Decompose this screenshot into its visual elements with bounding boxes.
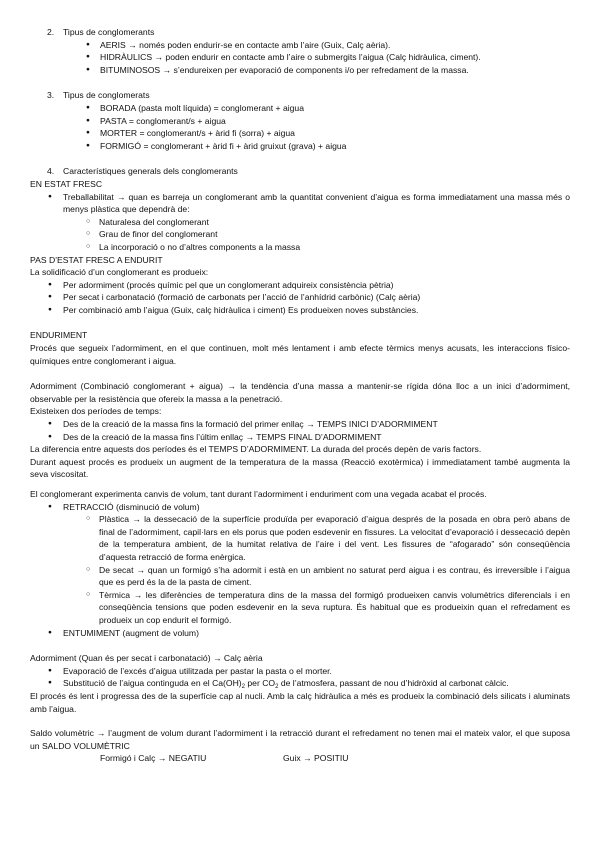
list-item: ● Per combinació amb l’aigua (Guix, calç hidràulica i ciment) Es produeixen noves substàncies. [30, 304, 570, 317]
list-item: ○ Naturalesa del conglomerant [30, 216, 570, 229]
swelling-item: ● ENTUMIMENT (augment de volum) [30, 627, 570, 640]
setting-periods-intro: Existeixen dos períodes de temps: [30, 406, 162, 417]
section-3-number: 3. [47, 90, 55, 101]
positive-result: Guix → POSITIU [283, 753, 349, 764]
list-item: ○ De secat → quan un formigó s’ha adormit i està en un ambient no saturat perd aigua i es contrau, és irreversible i l’aigua que es perd és la de la pasta de ciment. [30, 564, 570, 589]
section-2-heading [30, 26, 570, 39]
fresh-state-heading: EN ESTAT FRESC [30, 178, 103, 189]
hardening-text: Procés que segueix l’adormiment, en el que continuen, molt més lentament i amb efecte tèrmics menys acusats, les interaccions físico-químiques entre conglomerant i aigua. [30, 343, 570, 366]
workability-list [30, 191, 570, 216]
list-item: ● Des de la creació de la massa fins l’últim enllaç → TEMPS FINAL D’ADORMIMENT [30, 431, 570, 444]
volumetric-balance-results [30, 752, 570, 765]
volumetric-balance-text: Saldo volumètric → l’augment de volum durant l’adormiment i la retracció durant el refredament no tenen mai el mateix valor, el que suposa un SALDO VOLUMÈTRIC [30, 728, 570, 751]
retraction-item [30, 501, 570, 514]
drying-setting-heading: Adormiment (Quan és per secat i carbonatació) → Calç aèria [30, 653, 263, 664]
list-item: ○ Plàstica → la dessecació de la superfície produïda per evaporació d’aigua després de la posada en obra però abans de final de l’adormiment, capil·lars en els porus que poden esdevenir en fissures. La velocitat d’evaporació i dessecació depèn de la temperatura ambient, de la humitat relativa de l’aire i del vent. Les fissures de “afogarado” són conseqüència d’aquesta retracció de forma enèrgica. [30, 513, 570, 563]
setting-temperature: Durant aquest procés es produeix un augment de la temperatura de la massa (Reacció exotèrmica) i immediatament també augmenta la seva viscositat. [30, 456, 570, 480]
volume-list [30, 501, 570, 514]
workability-factors-list [30, 216, 570, 254]
volume-intro: El conglomerant experimenta canvis de volum, tant durant l’adormiment i enduriment com una vegada acabat el procés. [30, 489, 487, 499]
list-item: ● FORMIGÓ = conglomerant + àrid fi + àrid gruixut (grava) + aigua [30, 140, 570, 153]
drying-process-text: El procés és lent i progressa des de la superfície cap al nucli. Amb la calç hidràulica a més es produeix la combinació dels silicats i aluminats amb l’aigua. [30, 690, 570, 714]
hardening-heading: ENDURIMENT [30, 330, 88, 341]
list-item: ● Evaporació de l’excés d’aigua utilitzada per pastar la pasta o el morter. [30, 665, 570, 678]
list-item: ● Per secat i carbonatació (formació de carbonats per l’acció de l’anhídrid carbònic) (Calç aèria) [30, 291, 570, 304]
setting-periods-list [30, 418, 570, 443]
list-item [30, 677, 570, 690]
conglomerate-types-list [30, 102, 570, 152]
section-4-number: 4. [47, 166, 55, 177]
list-item: ● Des de la creació de la massa fins la formació del primer enllaç → TEMPS INICI D’ADORMIMENT [30, 418, 570, 431]
transition-heading: PAS D’ESTAT FRESC A ENDURIT [30, 254, 163, 265]
list-item: ○ Tèrmica → les diferències de temperatura dins de la massa del formigó produeixen canvis volumètrics diferencials i en conseqüència tensions que poden esdevenir en la seva ruptura. És habitual que es produeixin quan el refredament es produeix un cop endurit el formigó. [30, 589, 570, 627]
solidification-list [30, 279, 570, 317]
list-item: ● PASTA = conglomerant/s + aigua [30, 115, 570, 128]
list-item: ● AERIS → només poden endurir-se en contacte amb l’aire (Guix, Calç aèria). [30, 39, 570, 52]
substitution-text-a: Substitució de l’aigua continguda en el Ca(OH) [63, 678, 242, 689]
binder-types-list [30, 39, 570, 77]
drying-setting-list [30, 665, 570, 690]
setting-text: Adormiment (Combinació conglomerant + aigua) → la tendència d’una massa a mantenir-se rígida dóna lloc a un inici d’adormiment, observable per la resistència que ofereix la massa a la penetració. [30, 381, 570, 404]
list-item: ● BORADA (pasta molt líquida) = conglomerant + aigua [30, 102, 570, 115]
swelling-list [30, 627, 570, 640]
section-4-title: Característiques generals dels conglomerants [63, 166, 238, 177]
section-3-heading [30, 89, 570, 102]
retraction-types-list [30, 513, 570, 626]
subscript-2: 2 [241, 684, 246, 691]
substitution-text-c: de l’atmosfera, passant de nou d’hidròxid al carbonat càlcic. [278, 678, 509, 689]
list-item: ● Per adormiment (procés químic pel que un conglomerant adquireix consistència pètria) [30, 279, 570, 292]
workability-item: ● Treballabilitat → quan es barreja un conglomerant amb la quantitat convenient d’aigua es forma immediatament una massa més o menys plàstica que dependrà de: [30, 191, 570, 216]
section-3-title: Tipus de conglomerats [63, 90, 150, 101]
list-item: ● HIDRÀULICS → poden endurir en contacte amb l’aire o submergits l’aigua (Calç hidràulica, ciment). [30, 51, 570, 64]
list-item: ○ Grau de finor del conglomerant [30, 228, 570, 241]
solidification-intro: La solidificació d’un conglomerant es produeix: [30, 267, 209, 278]
section-4-heading [30, 165, 570, 178]
negative-result: Formigó i Calç → NEGATIU [100, 753, 207, 764]
list-item: ○ La incorporació o no d’altres components a la massa [30, 241, 570, 254]
substitution-text-b: per CO [245, 678, 276, 689]
section-2-title: Tipus de conglomerants [63, 27, 155, 37]
list-item: ● MORTER = conglomerant/s + àrid fi (sorra) + aigua [30, 127, 570, 140]
retraction-label: RETRACCIÓ (disminució de volum) [63, 501, 200, 512]
setting-difference: La diferencia entre aquests dos períodes és el TEMPS D’ADORMIMENT. La durada del procés depèn de varis factors. [30, 444, 482, 455]
section-2-number: 2. [47, 27, 55, 37]
list-item: ● BITUMINOSOS → s’endureixen per evaporació de components i/o per refredament de la massa. [30, 64, 570, 77]
subscript-2: 2 [275, 684, 279, 691]
